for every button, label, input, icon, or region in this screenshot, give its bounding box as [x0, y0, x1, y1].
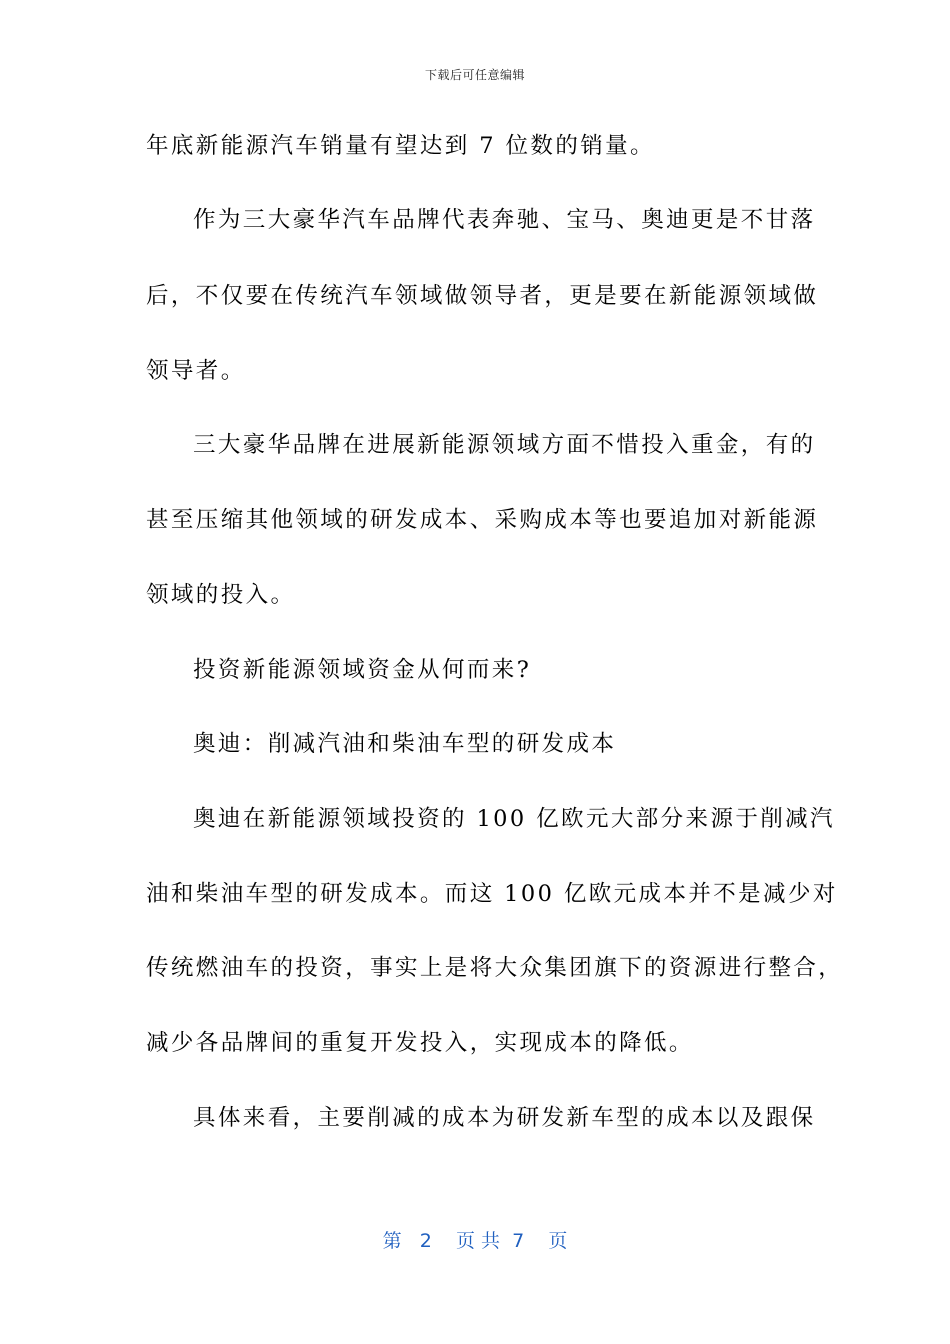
paragraph-line: 减少各品牌间的重复开发投入，实现成本的降低。: [146, 1030, 694, 1056]
paragraph-line: 后，不仅要在传统汽车领域做领导者，更是要在新能源领域做: [146, 283, 819, 309]
paragraph-line: 传统燃油车的投资，事实上是将大众集团旗下的资源进行整合，: [146, 955, 844, 981]
paragraph-line: 年底新能源汽车销量有望达到 7 位数的销量。: [146, 133, 655, 159]
paragraph-line: 油和柴油车型的研发成本。而这 100 亿欧元成本并不是减少对: [146, 881, 838, 907]
page-footer: [0, 1226, 950, 1253]
paragraph-line: 甚至压缩其他领域的研发成本、采购成本等也要追加对新能源: [146, 507, 819, 533]
footer-suffix: 页: [548, 1230, 568, 1252]
paragraph-line: 作为三大豪华汽车品牌代表奔驰、宝马、奥迪更是不甘落: [193, 207, 816, 233]
current-page-number: 2: [419, 1230, 432, 1252]
paragraph-line: 领域的投入。: [146, 582, 296, 608]
section-heading: 奥迪：削减汽油和柴油车型的研发成本: [193, 731, 617, 757]
paragraph-line: 奥迪在新能源领域投资的 100 亿欧元大部分来源于削减汽: [193, 806, 835, 832]
total-pages-number: 7: [512, 1230, 525, 1252]
paragraph-line: 三大豪华品牌在进展新能源领域方面不惜投入重金，有的: [193, 432, 816, 458]
section-question: 投资新能源领域资金从何而来?: [193, 657, 532, 683]
paragraph-line: 领导者。: [146, 358, 246, 384]
page-header: 下载后可任意编辑: [424, 68, 525, 82]
footer-prefix: 第: [382, 1230, 402, 1252]
paragraph-line: 具体来看，主要削减的成本为研发新车型的成本以及跟保: [193, 1105, 816, 1131]
footer-middle: 页 共: [455, 1230, 501, 1252]
